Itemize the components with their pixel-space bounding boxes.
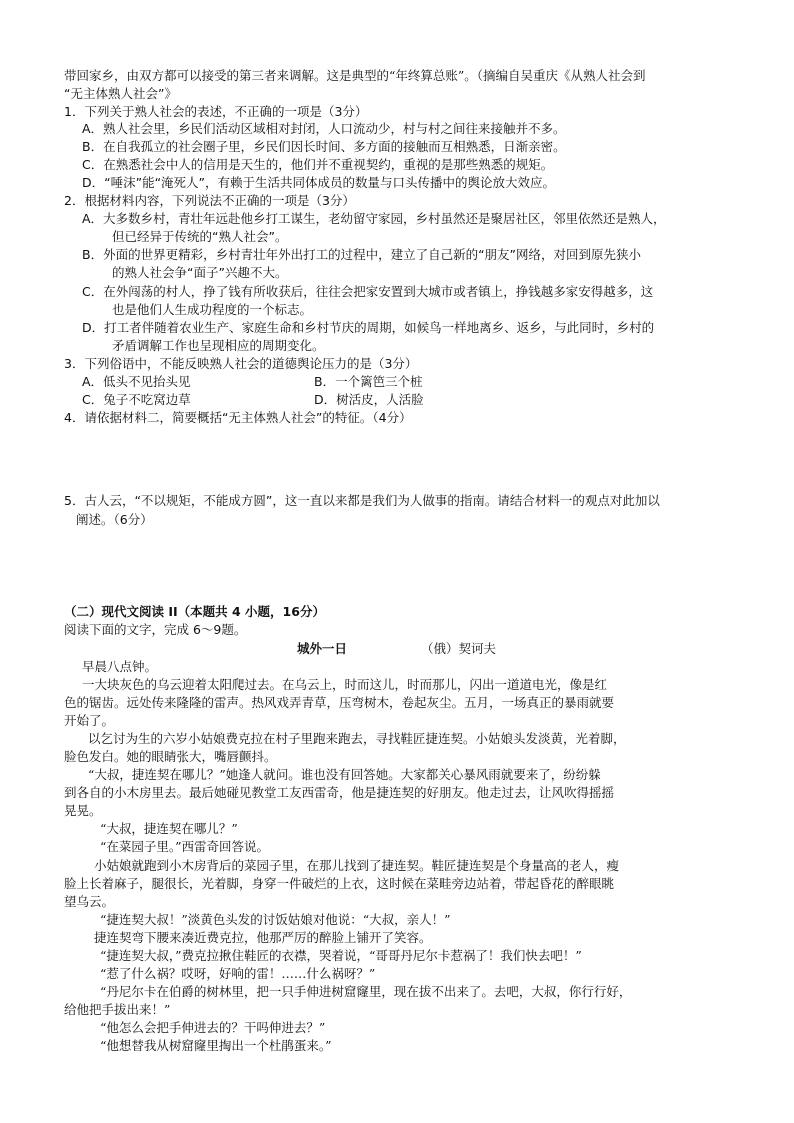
- question-3-option-a: A．低头不见抬头见: [82, 374, 191, 389]
- intro-source: “无主体熟人社会”》: [64, 86, 177, 101]
- question-3-option-c: C．兔子不吃窝边草: [82, 392, 191, 407]
- story-author: （俄）契诃夫: [421, 641, 497, 656]
- intro-text-1: 带回家乡，由双方都可以接受的第三者来调解。这是典型的“年终算总账”。（摘编自吴重庆《从熟人社会到: [64, 68, 646, 83]
- question-3-option-d: D．树活皮，人活脸: [314, 392, 424, 407]
- document-page: 带回家乡，由双方都可以接受的第三者来调解。这是典型的“年终算总账”。（摘编自吴重庆《从熟人社会到 “无主体熟人社会”》 1．下列关于熟人社会的表述，不正确的一项是（3分） A．熟人社会里，乡民们活动区域相对封闭，人口流动少，村与村之间往来接触并不多。 B．在自我孤立的社会圈子里，乡民们因长时间、多方面的接触而互相熟悉，日渐亲密。 C．在熟悉社会中人的信用是天生的，他们并不重视契约，重视的是那些熟悉的规矩。 D．“唾沫”能“淹死人”，有赖于生活共同体成员的数量与口头传播中的舆论放大效应。 2．根据材料内容，下列说法不正确的一项是（3分） A．大多数乡村，青壮年远赴他乡打工谋生，老幼留守家园，乡村虽然还是聚居社区，邻里依然还是熟人， 但已经异于传统的“熟人社会”。 B．外面的世界更精彩，乡村青壮年外出打工的过程中，建立了自己新的“朋友”网络，对回到原先狭小 的熟人社会争“面子”兴趣不大。 C．在外闯荡的村人，挣了钱有所收获后，往往会把家安置到大城市或者镇上，挣钱越多家安得越多，这 也是他们人生成功程度的一个标志。 D．打工者伴随着农业生产、家庭生命和乡村节庆的周期，如候鸟一样地离乡、返乡，与此同时，乡村的 矛盾调解工作也呈现相应的周期变化。 3．下列俗语中，不能反映熟人社会的道德舆论压力的是（3分） A．低头不见抬头见 B．一个篱笆三个桩 C．兔子不吃窝边草 D．树活皮，人活脸 4．请依据材料二，简要概括“无主体熟人社会”的特征。（4分） 5．古人云，“不以规矩，不能成方圆”，这一直以来都是我们为人做事的指南。请结合材料一的观点对此加以 阐述。（6分） （二）现代文阅读 II（本题共 4 小题，16分） 阅读下面的文字，完成 6～9题。 城外一日 （俄）契诃夫 早晨八点钟。 一大块灰色的乌云迎着太阳爬过去。在乌云上，时而这儿，时而那儿，闪出一道道电光，像是红 色的锯齿。远处传来隆隆的雷声。热风戏弄青草，压弯树木，卷起灰尘。五月，一场真正的暴雨就要 开始了。 以乞讨为生的六岁小姑娘费克拉在村子里跑来跑去，寻找鞋匠捷连契。小姑娘头发淡黄，光着脚， 脸色发白。她的眼睛张大，嘴唇颤抖。 “大叔，捷连契在哪儿？”她逢人就问。谁也没有回答她。大家都关心暴风雨就要来了，纷纷躲 到各自的小木房里去。最后她碰见教堂工友西雷奇，他是捷连契的好朋友。他走过去，让风吹得摇摇 晃晃。 “大叔，捷连契在哪儿？” “在菜园子里。”西雷奇回答说。 小姑娘就跑到小木房背后的菜园子里，在那儿找到了捷连契。鞋匠捷连契是个身量高的老人，瘦 脸上长着麻子，腿很长，光着脚，身穿一件破烂的上衣，这时候在菜畦旁边站着，带起昏花的醉眼眺 望乌云。 “捷连契大叔！”淡黄色头发的讨饭姑娘对他说：“大叔，亲人！” 捷连契弯下腰来凑近费克拉，他那严厉的醉脸上铺开了笑容。 “捷连契大叔，”费克拉揪住鞋匠的衣襟，哭着说，“哥哥丹尼尔卡惹祸了！我们快去吧！” “惹了什么祸？哎呀，好响的雷！……什么祸呀？” “丹尼尔卡在伯爵的树林里，把一只手伸进树窟窿里，现在拔不出来了。去吧，大叔，你行行好， 给他把手拔出来！” “他怎么会把手伸进去的？干吗伸进去？” “他想替我从树窟窿里掏出一个杜鹃蛋来。”: [64, 68, 666, 1053]
- question-3-option-b: B．一个篱笆三个桩: [314, 374, 423, 389]
- story-title: 城外一日: [297, 641, 348, 656]
